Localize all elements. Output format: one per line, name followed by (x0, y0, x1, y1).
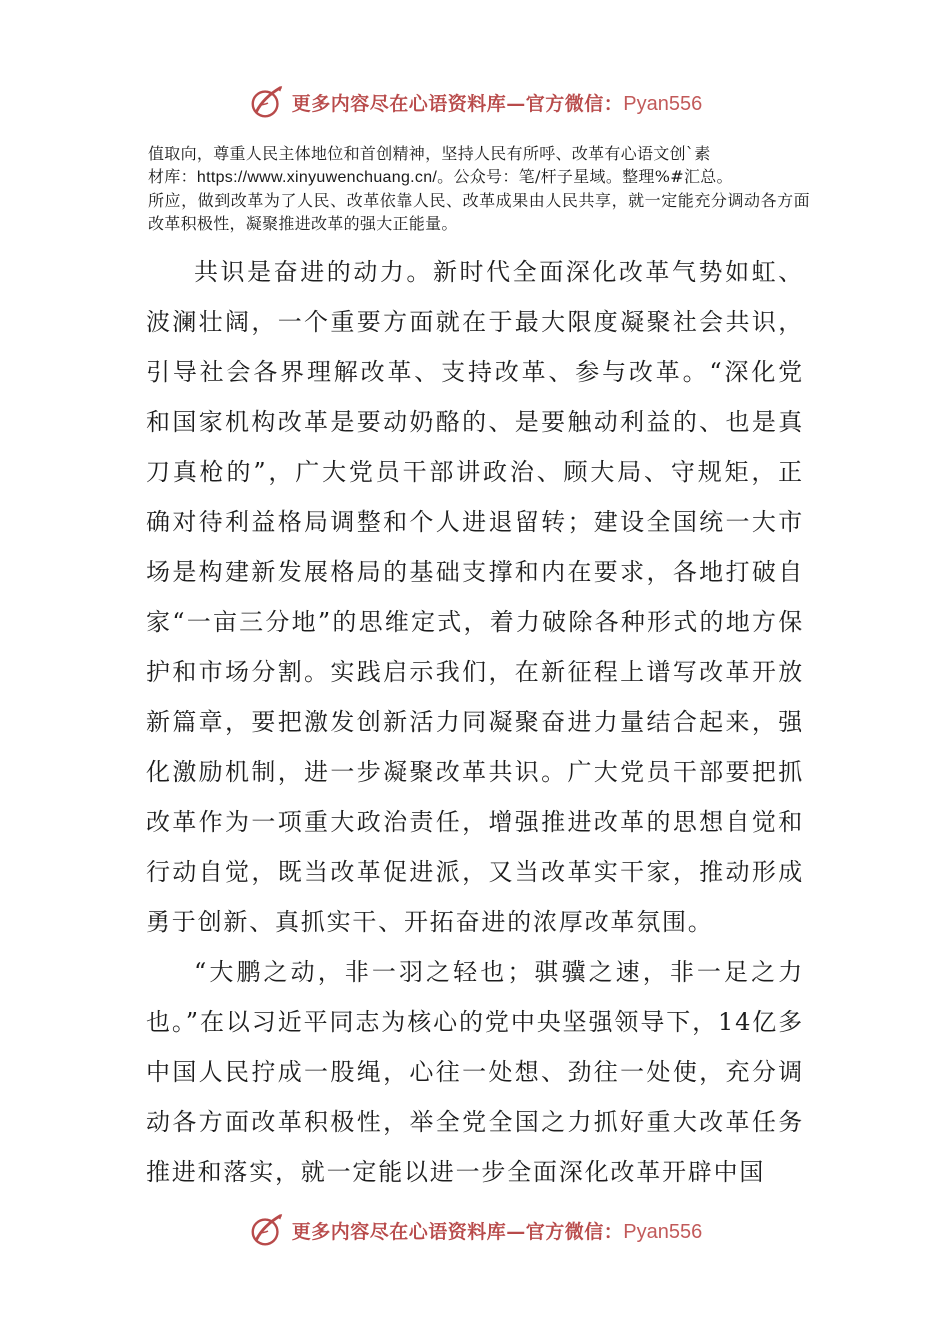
header-banner-content (248, 83, 702, 121)
snippet-url-suffix: 。公众号：笔/杆子星域。整理%#汇总。 (437, 167, 733, 186)
intro-snippet (148, 142, 810, 235)
banner-text (292, 1217, 702, 1244)
pen-logo-icon (248, 1211, 286, 1249)
footer-banner-content (248, 1211, 702, 1249)
snippet-line: 值取向，尊重人民主体地位和首创精神，坚持人民有所呼、改革有心语文创`素 (148, 144, 711, 163)
banner-text (292, 89, 702, 116)
snippet-url: https://www.xinyuwenchuang.cn/ (196, 169, 438, 186)
snippet-line-url (148, 165, 810, 189)
banner-wechat-id: Pyan556 (623, 92, 703, 115)
snippet-url-prefix: 材库： (148, 167, 197, 186)
footer-banner (0, 1208, 950, 1252)
banner-text-cn: 更多内容尽在心语资料库—官方微信： (291, 92, 624, 115)
header-banner (0, 80, 950, 124)
banner-text-cn: 更多内容尽在心语资料库—官方微信： (291, 1220, 624, 1243)
pen-logo-icon (248, 83, 286, 121)
banner-wechat-id: Pyan556 (623, 1220, 703, 1243)
paragraph: 共识是奋进的动力。新时代全面深化改革气势如虹、波澜壮阔，一个重要方面就在于最大限度凝聚社会共识，引导社会各界理解改革、支持改革、参与改革。“深化党和国家机构改革是要动奶酪的、是要触动利益的、也是真刀真枪的”，广大党员干部讲政治、顾大局、守规矩，正确对待利益格局调整和个人进退留转；建设全国统一大市场是构建新发展格局的基础支撑和内在要求，各地打破自家“一亩三分地”的思维定式，着力破除各种形式的地方保护和市场分割。实践启示我们，在新征程上谱写改革开放新篇章，要把激发创新活力同凝聚奋进力量结合起来，强化激励机制，进一步凝聚改革共识。广大党员干部要把抓改革作为一项重大政治责任，增强推进改革的思想自觉和行动自觉，既当改革促进派，又当改革实干家，推动形成勇于创新、真抓实干、开拓奋进的浓厚改革氛围。 (146, 258, 804, 936)
paragraph: “大鹏之动，非一羽之轻也；骐骥之速，非一足之力也。”在以习近平同志为核心的党中央坚强领导下，14亿多中国人民拧成一股绳，心往一处想、劲往一处使，充分调动各方面改革积极性，举全党全国之力抓好重大改革任务推进和落实，就一定能以进一步全面深化改革开辟中国 (146, 958, 804, 1186)
snippet-line: 所应，做到改革为了人民、改革依靠人民、改革成果由人民共享，就一定能充分调动各方面改革积极性，凝聚推进改革的强大正能量。 (148, 191, 810, 233)
article-body (146, 247, 804, 1197)
